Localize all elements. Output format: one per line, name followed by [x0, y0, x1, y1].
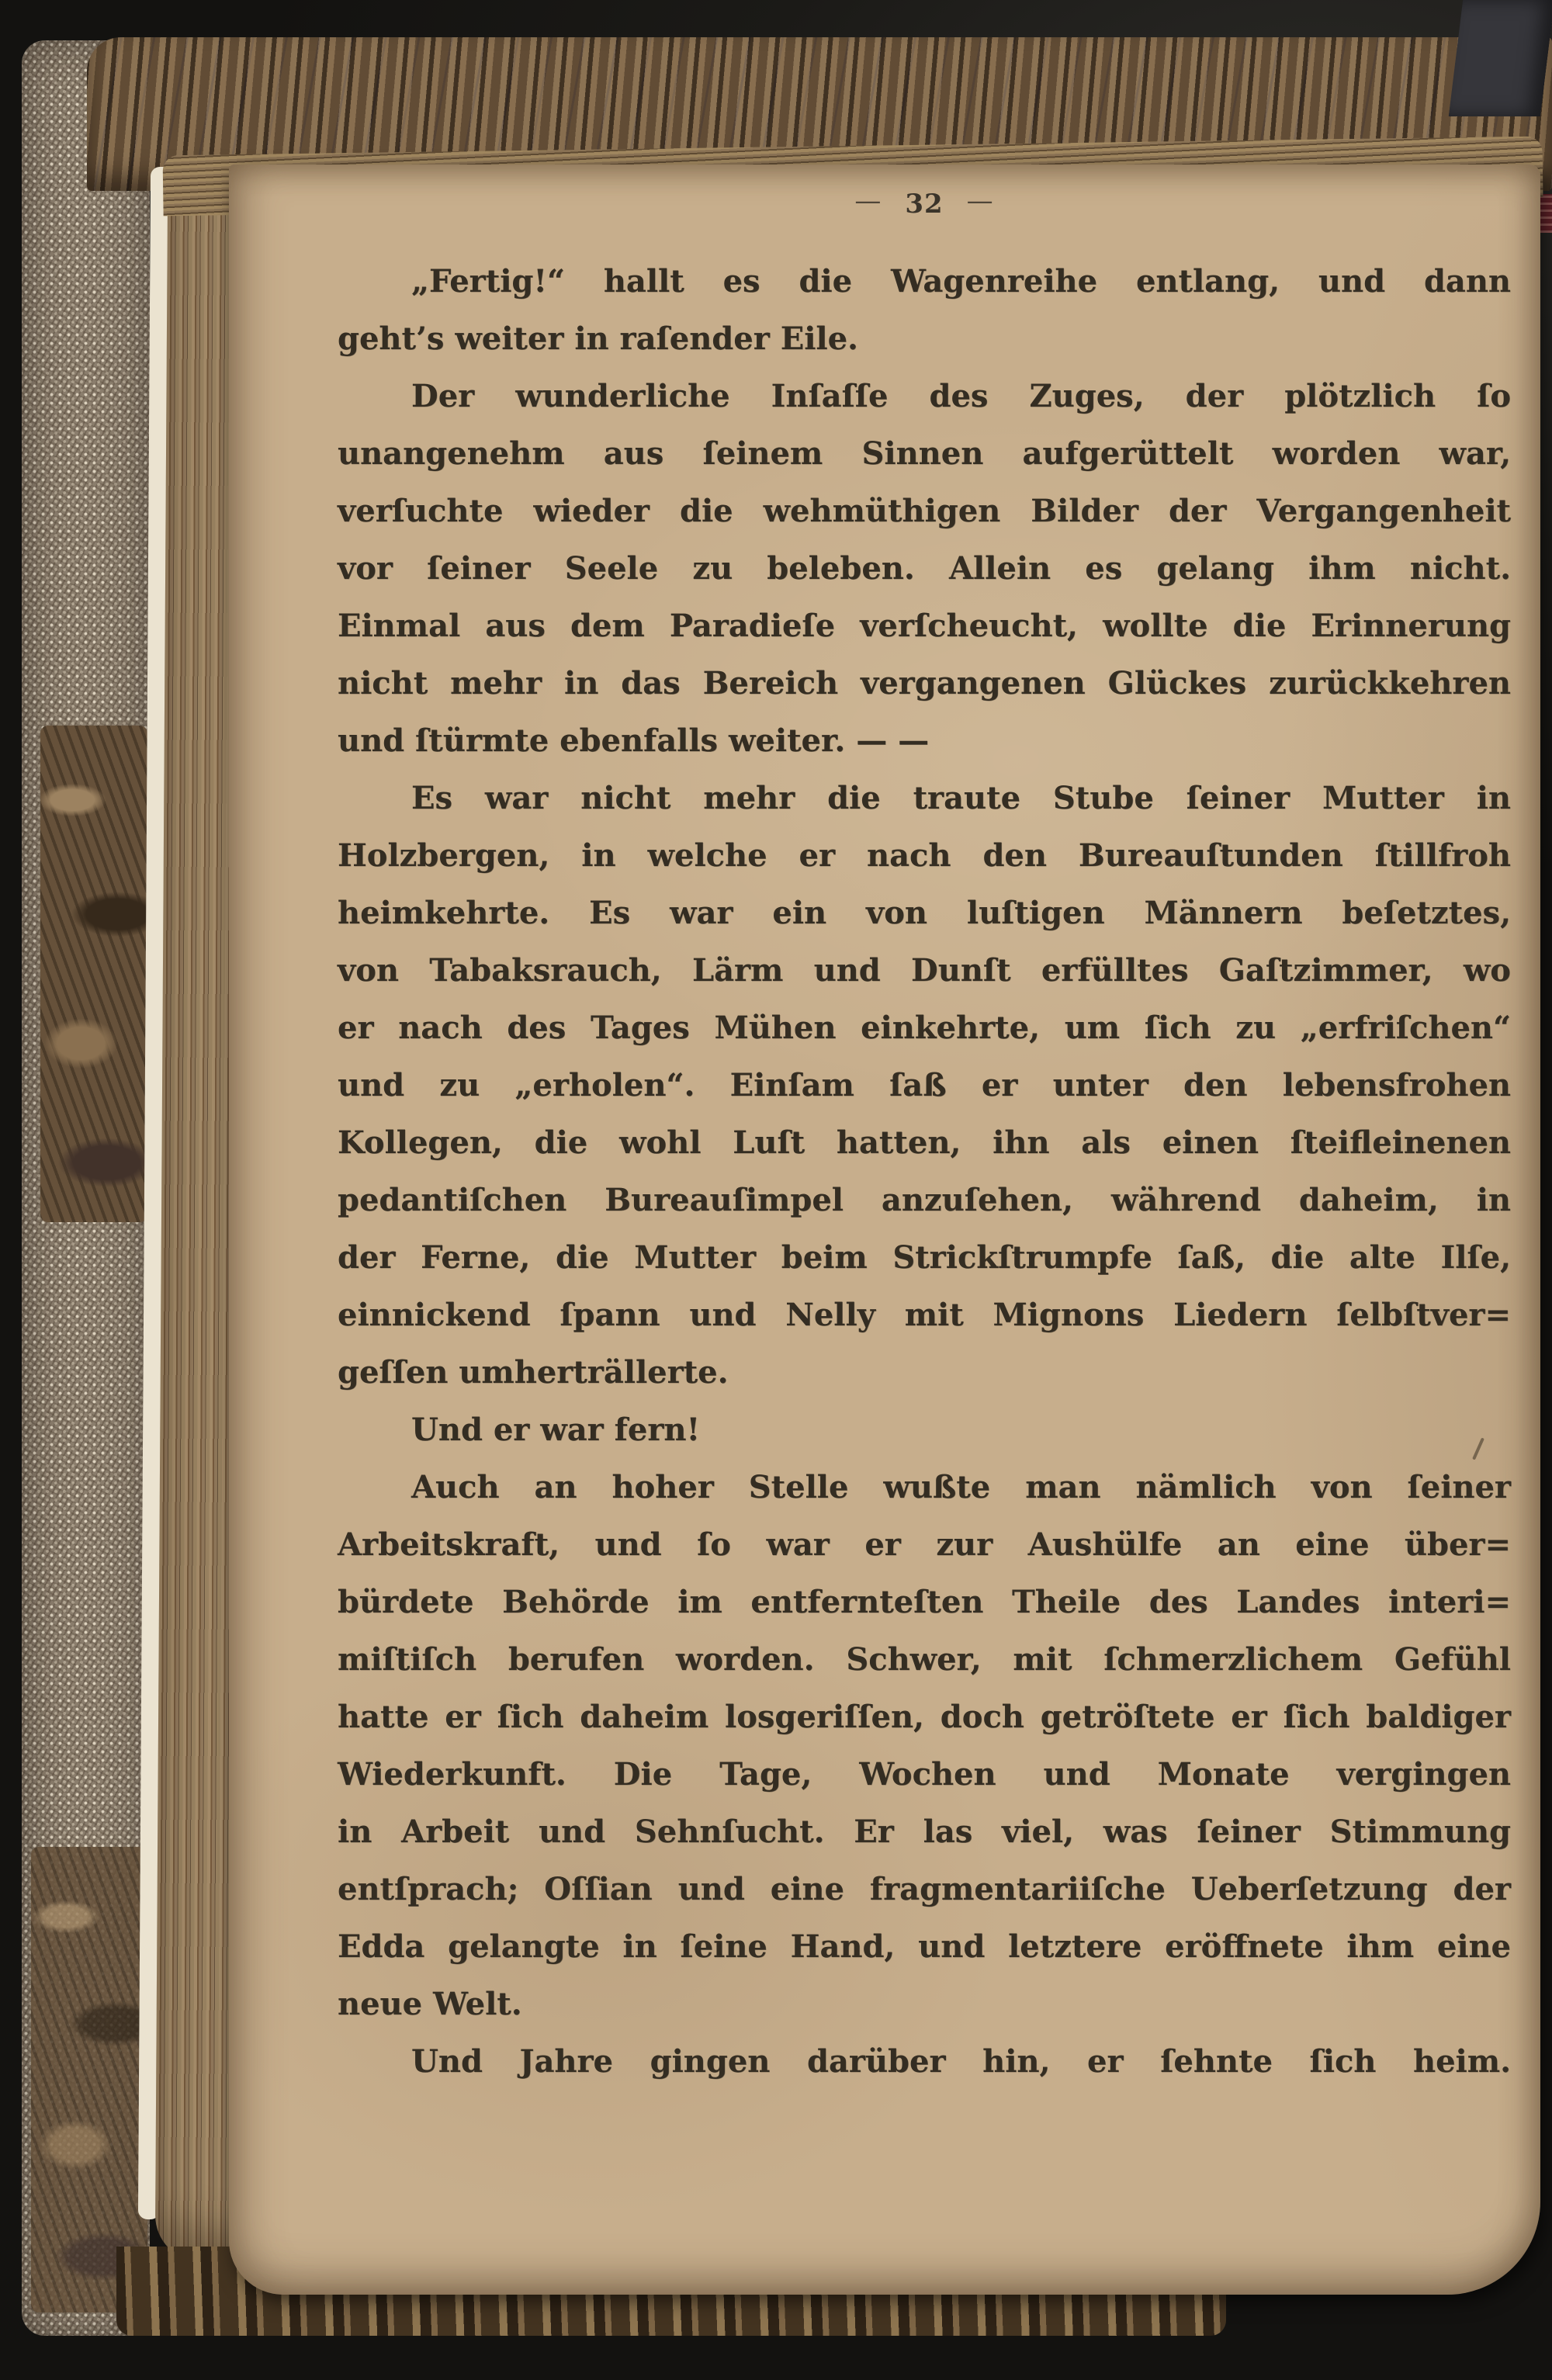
text-line: „Fertig!“ hallt es die Wagenreihe entlang, und dann [411, 263, 1511, 300]
text-line: Wiederkunft. Die Tage, Wochen und Monate vergingen [338, 1756, 1511, 1793]
text-line: Einmal aus dem Paradieſe verſcheucht, wollte die Erinnerung [338, 608, 1511, 644]
text-line: neue Welt. [338, 1986, 522, 2022]
text-line: in Arbeit und Sehnſucht. Er las viel, was ſeiner Stimmung [338, 1814, 1511, 1850]
header-dash-right: — [966, 185, 994, 217]
text-line: Kollegen, die wohl Luſt hatten, ihn als einen ſteifleinenen [338, 1124, 1511, 1161]
page-content [229, 165, 1540, 2091]
text-line: Der wunderliche Inſaſſe des Zuges, der plötzlich ſo [411, 378, 1511, 414]
text-line: hatte er ſich daheim losgeriſſen, doch getröſtete er ſich baldiger [338, 1699, 1511, 1735]
text-line: der Ferne, die Mutter beim Strickſtrumpfe ſaß, die alte Ilſe, [338, 1239, 1511, 1276]
marbled-cover-texture [40, 726, 147, 1222]
text-line: bürdete Behörde im entfernteſten Theile des Landes interi= [338, 1584, 1511, 1620]
text-line: von Tabaksrauch, Lärm und Dunſt erfülltes Gaſtzimmer, wo [338, 952, 1511, 989]
text-line: er nach des Tages Mühen einkehrte, um ſich zu „erfriſchen“ [338, 1010, 1511, 1046]
text-line: nicht mehr in das Bereich vergangenen Glückes zurückkehren [338, 665, 1511, 702]
text-line: Arbeitskraft, und ſo war er zur Aushülfe an eine über= [338, 1526, 1511, 1563]
bookmark-ribbon [1449, 0, 1552, 116]
page-text [338, 253, 1511, 2091]
page-number: 32 [905, 189, 944, 220]
text-line: entſprach; Oſſian und eine fragmentariiſche Ueberſetzung der [338, 1871, 1511, 1907]
text-line: Es war nicht mehr die traute Stube ſeiner Mutter in [411, 780, 1511, 816]
marbled-cover-texture-lower [31, 1847, 147, 2312]
text-line: Und Jahre gingen darüber hin, er ſehnte ſich heim. [411, 2043, 1511, 2080]
text-line: miſtiſch berufen worden. Schwer, mit ſchmerzlichem Gefühl [338, 1641, 1511, 1678]
text-line: Holzbergen, in welche er nach den Bureauſtunden ſtillfroh [338, 837, 1511, 874]
text-line: unangenehm aus ſeinem Sinnen aufgerüttelt worden war, [338, 435, 1511, 472]
text-line: Auch an hoher Stelle wußte man nämlich von ſeiner [411, 1469, 1511, 1505]
text-line: geht’s weiter in raſender Eile. [338, 320, 858, 357]
text-line: verſuchte wieder die wehmüthigen Bilder der Vergangenheit [338, 493, 1511, 529]
text-line: pedantiſchen Bureauſimpel anzuſehen, während daheim, in [338, 1182, 1511, 1218]
text-line: vor ſeiner Seele zu beleben. Allein es gelang ihm nicht. [338, 550, 1511, 587]
text-line: einnickend ſpann und Nelly mit Mignons Liedern ſelbſtver= [338, 1297, 1511, 1333]
book-page [229, 165, 1540, 2295]
header-dash-left: — [854, 185, 882, 217]
text-line: Und er war fern! [411, 1412, 701, 1448]
text-line: Edda gelangte in ſeine Hand, und letztere eröffnete ihm eine [338, 1928, 1511, 1965]
text-line: geſſen umherträllerte. [338, 1354, 729, 1391]
text-line: heimkehrte. Es war ein von luſtigen Männern beſetztes, [338, 895, 1511, 931]
text-line: und ſtürmte ebenfalls weiter. — — [338, 722, 930, 759]
page-number-header [338, 175, 1511, 233]
text-line: und zu „erholen“. Einſam ſaß er unter den lebensfrohen [338, 1067, 1511, 1103]
